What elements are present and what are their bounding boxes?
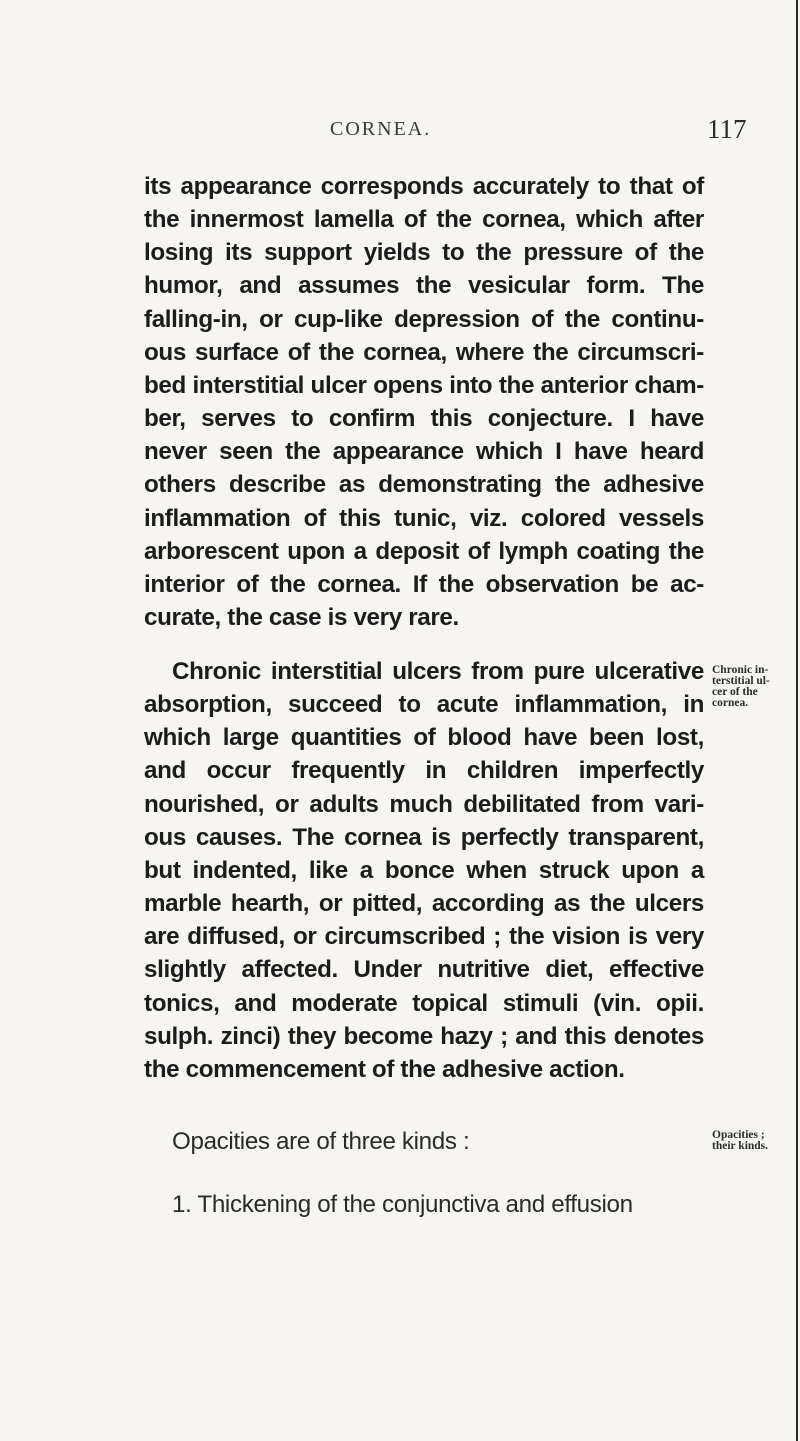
page-number: 117 <box>707 114 747 144</box>
paragraph-2: Chronic interstitial ulcers from pure ulcerative absorption, succeed to acute inflammation, in which large quantities of blood have been lost, and occur frequently in children imperfectly nourished, or adults much debilitated from vari- ous causes. The cornea is perfectly transparent, but indented, like a bonce when struck upon a marble hearth, or pitted, according as the ulcers are diffused, or circumscribed ; the vision is very slightly affected. Under nutritive diet, effective tonics, and moderate topical stimuli (vin. opii. sulph. zinci) they become hazy ; and this denotes the commencement of the adhesive action. <box>144 658 704 1083</box>
running-head-title: CORNEA. <box>330 118 432 140</box>
paragraph-3: Opacities are of three kinds : <box>172 1128 470 1155</box>
page-edge-line <box>796 0 798 1441</box>
paragraph-4: 1. Thickening of the conjunctiva and effusion <box>172 1191 633 1218</box>
running-head <box>0 114 800 148</box>
marginal-note-opacities: Opacities ; their kinds. <box>712 1129 769 1152</box>
paragraph-1: its appearance corresponds accurately to that of the innermost lamella of the cornea, which after losing its support yields to the pressure of the humor, and assumes the vesicular form. The falling-in, or cup-like depression of the continu- ous surface of the cornea, where the circumscri- bed interstitial ulcer opens into the anterior cham- ber, serves to confirm this conjecture. I have never seen the appearance which I have heard others describe as demonstrating the adhesive inflammation of this tunic, viz. colored vessels arborescent upon a deposit of lymph coating the interior of the cornea. If the observation be ac- curate, the case is very rare. <box>144 173 704 632</box>
marginal-note-chronic-ulcer: Chronic in- terstitial ul- cer of the cornea. <box>712 664 770 709</box>
